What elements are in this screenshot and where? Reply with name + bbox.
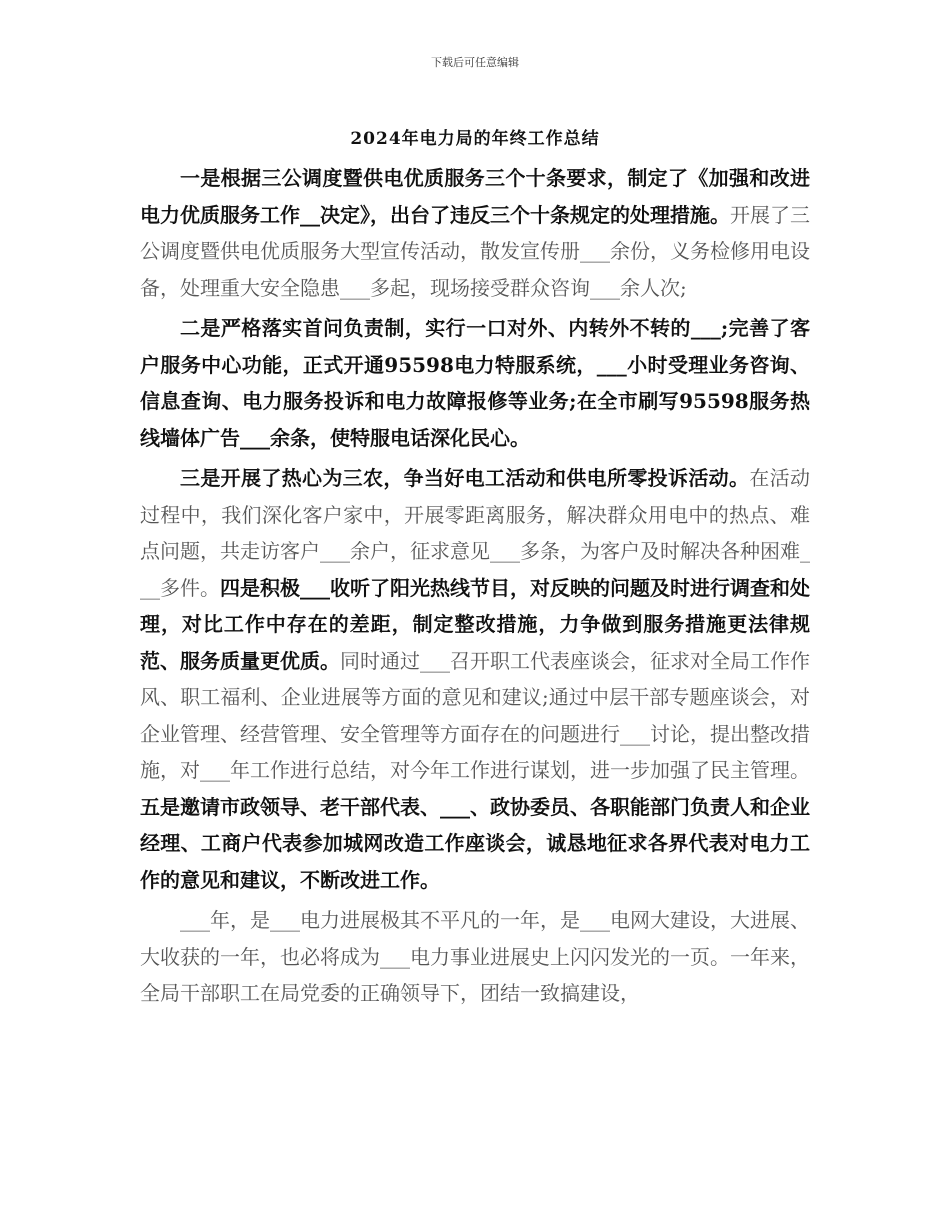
- paragraph-text-bold: 五是邀请市政领导、老干部代表、___、政协委员、各职能部门负责人和企业经理、工商户代表参加城网改造工作座谈会，诚恳地征求各界代表对电力工作的意见和建议，不断改进工作。: [140, 794, 810, 892]
- paragraph-text: 开展了三公调度暨供电优质服务大型宣传活动，散发宣传册___余份，义务检修用电设备，处理重大安全隐患___多起，现场接受群众咨询___余人次;: [140, 202, 810, 300]
- paragraph-text: 在活动过程中，我们深化客户家中，开展零距离服务，解决群众用电中的热点、难点问题，共走访客户___余户，征求意见___多条，为客户及时解决各种困难___多件。: [140, 466, 811, 600]
- paragraph-text: 同时通过___召开职工代表座谈会，征求对全局工作作风、职工福利、企业进展等方面的意见和建议;通过中层干部专题座谈会，对企业管理、经营管理、安全管理等方面存在的问题进行___讨论，提出整改措施，对___年工作进行总结，对今年工作进行谋划，进一步加强了民主管理。: [140, 648, 810, 782]
- paragraph-1: [140, 160, 810, 306]
- paragraph-2: [140, 310, 810, 456]
- paragraph-text-bold: 三是开展了热心为三农，争当好电工活动和供电所零投诉活动。: [180, 466, 750, 490]
- document-body: [140, 160, 810, 1016]
- paragraph-text-bold: 二是严格落实首问负责制，实行一口对外、内转外不转的___;完善了客户服务中心功能，正式开通95598电力特服系统，___小时受理业务咨询、信息查询、电力服务投诉和电力故障报修等业务;在全市刷写95598服务热线墙体广告___余条，使特服电话深化民心。: [140, 316, 810, 450]
- document-title: 2024年电力局的年终工作总结: [350, 129, 600, 149]
- paragraph-text-bold: 一是根据三公调度暨供电优质服务三个十条要求，制定了《加强和改进电力优质服务工作__决定》，出台了违反三个十条规定的处理措施。: [140, 166, 810, 227]
- paragraph-4: [140, 902, 810, 1012]
- paragraph-3: [140, 460, 810, 898]
- paragraph-text-bold: 四是积极___收听了阳光热线节目，对反映的问题及时进行调查和处理，对比工作中存在的差距，制定整改措施，力争做到服务措施更法律规范、服务质量更优质。: [140, 575, 810, 673]
- header-note: 下载后可任意编辑: [431, 56, 519, 69]
- paragraph-text: ___年，是___电力进展极其不平凡的一年，是___电网大建设，大进展、大收获的一年，也必将成为___电力事业进展史上闪闪发光的一页。一年来，全局干部职工在局党委的正确领导下，团结一致搞建设，: [140, 908, 810, 1005]
